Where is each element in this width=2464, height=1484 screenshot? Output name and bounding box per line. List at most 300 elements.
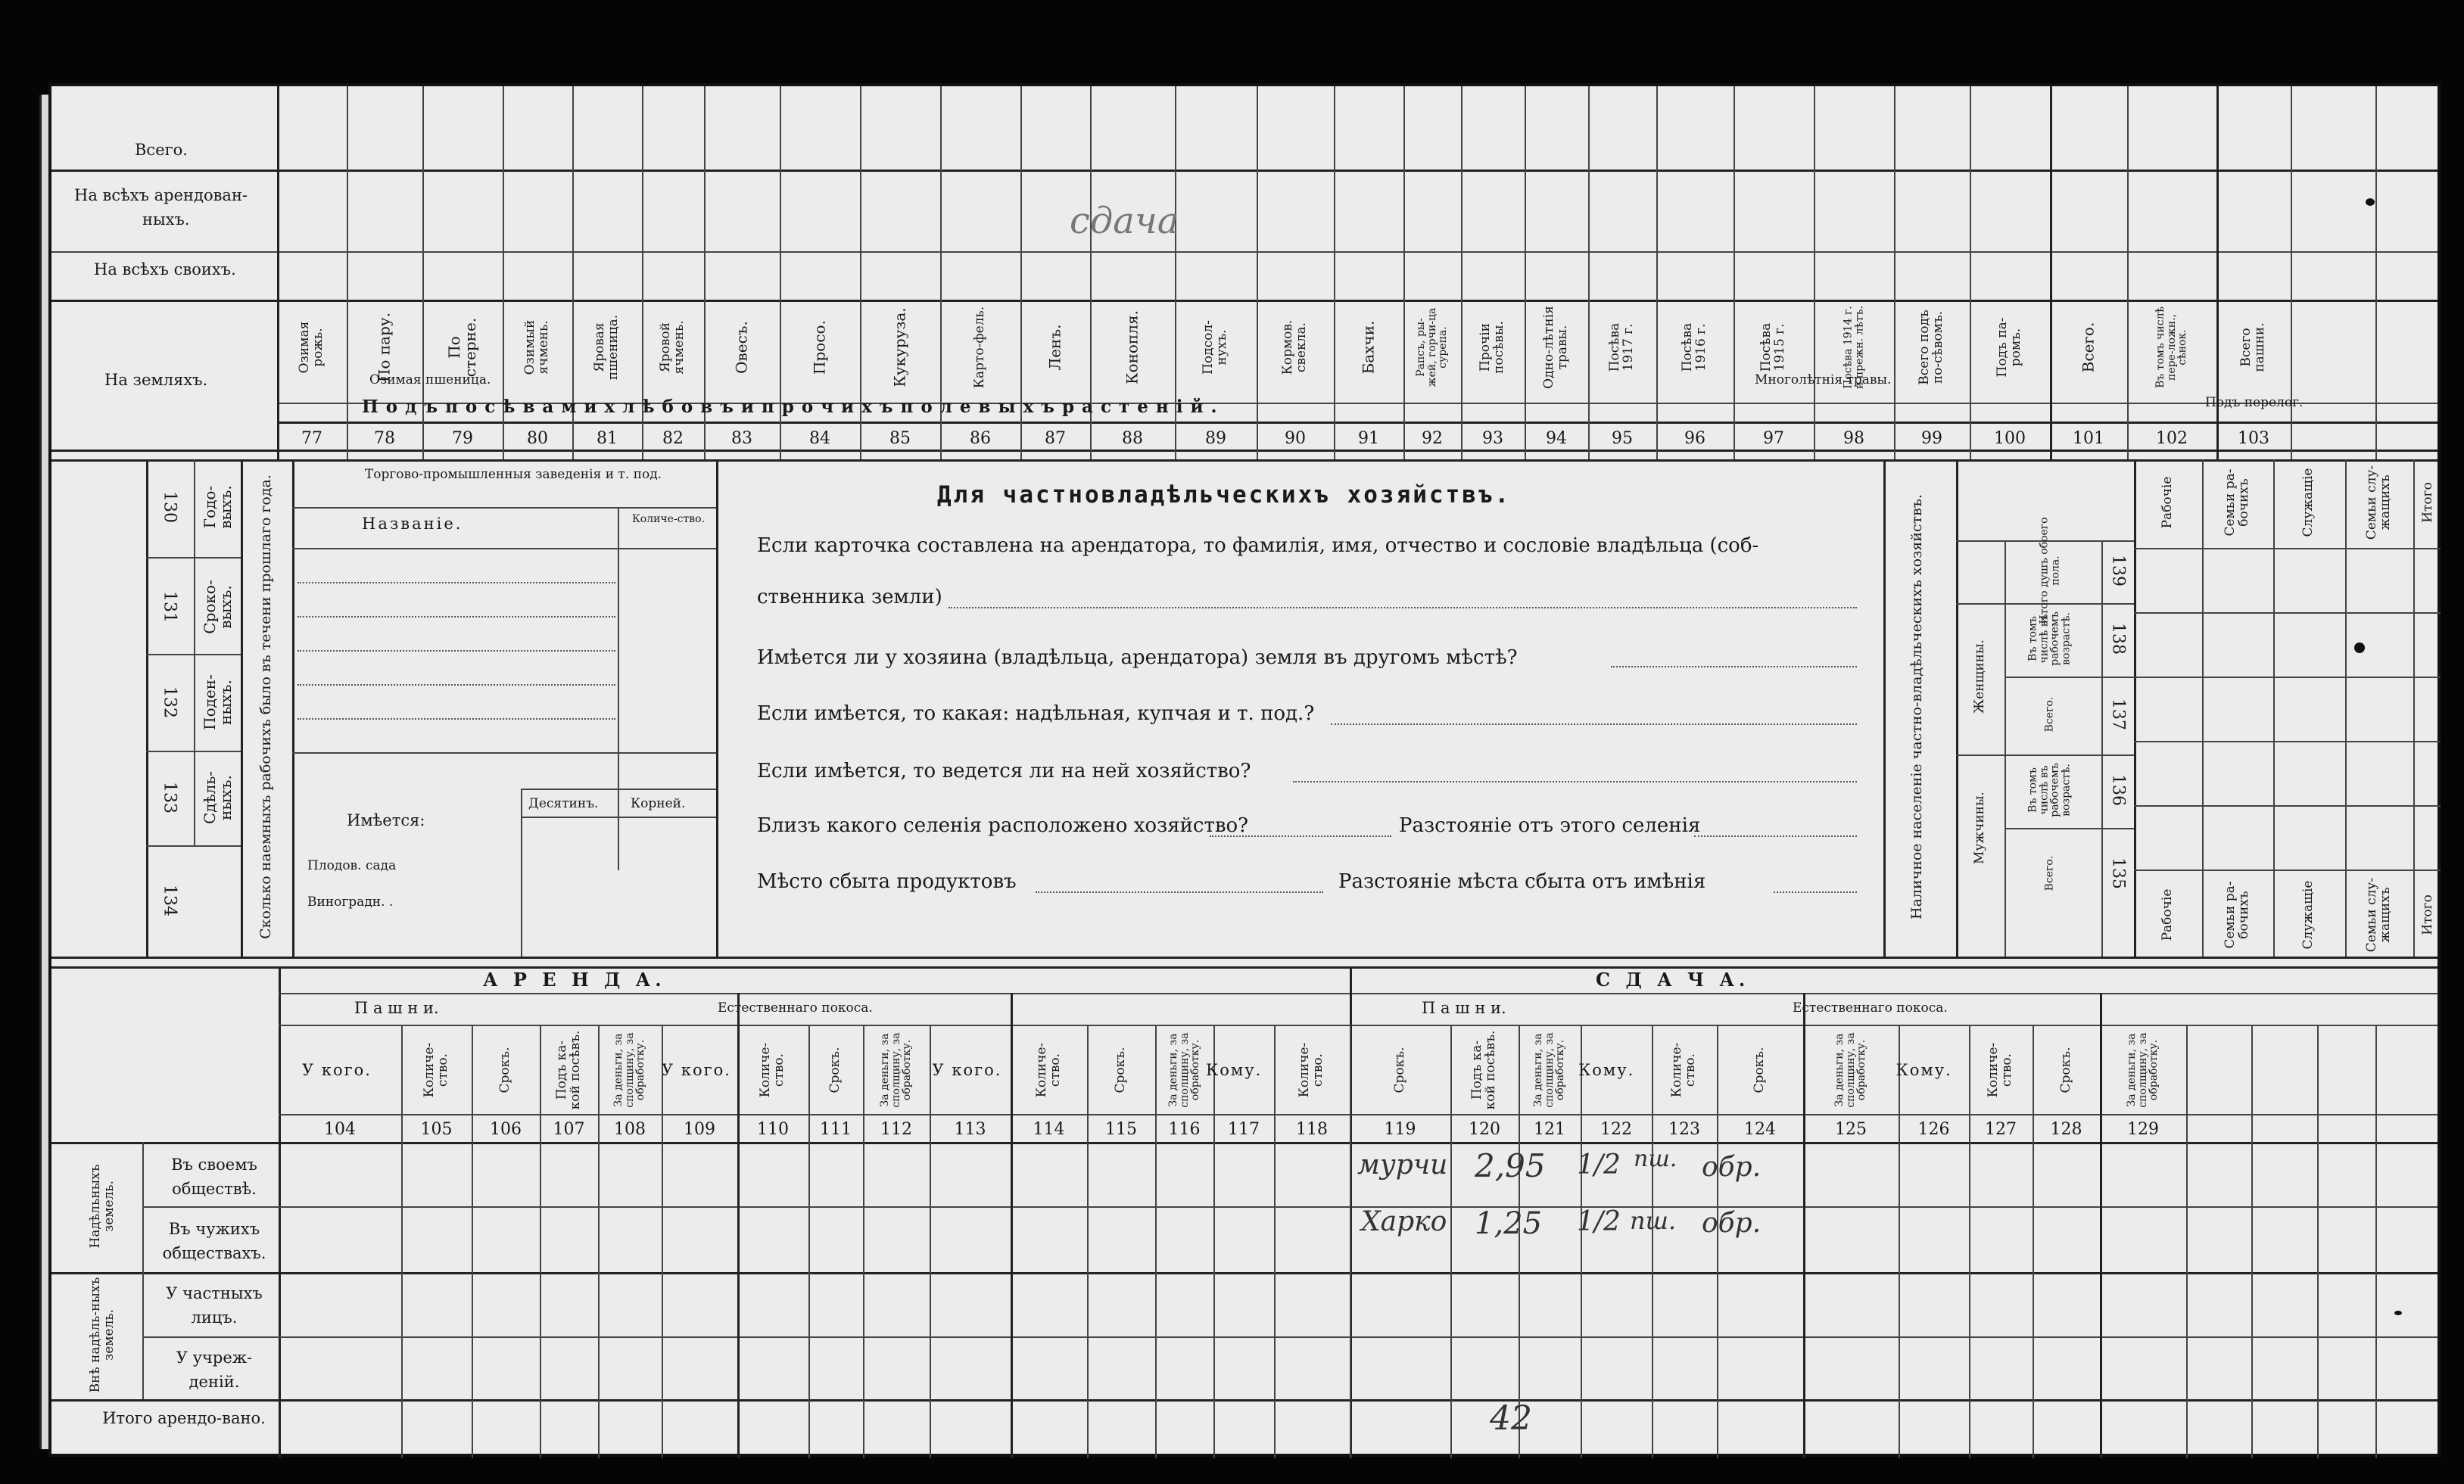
rule — [146, 654, 241, 655]
sdacha-pokos: Естественнаго покоса. — [1793, 1000, 1948, 1016]
rc-itogo-2: Итого — [2420, 894, 2436, 935]
rule — [2134, 548, 2441, 549]
rule — [1257, 86, 1258, 459]
bottom-num-110: 110 — [757, 1120, 789, 1139]
bottom-num-106: 106 — [490, 1120, 522, 1139]
hw-r2-kol: 1,25 — [1475, 1206, 1543, 1241]
crop-header-1: По пару. — [375, 312, 394, 383]
bottom-num-129: 129 — [2127, 1120, 2159, 1139]
rule — [142, 1142, 144, 1399]
rule — [2251, 1025, 2253, 1458]
trade-sad: Плодов. сада — [307, 858, 397, 873]
rule — [1969, 1025, 1970, 1458]
col-num-86: 86 — [970, 429, 991, 448]
rc-itogo: Итого — [2420, 482, 2436, 523]
crop-header-13: Кормов. свекла. — [1280, 319, 1309, 375]
bottom-num-117: 117 — [1228, 1120, 1260, 1139]
bottom-num-114: 114 — [1033, 1120, 1065, 1139]
rule — [51, 966, 2438, 969]
bottom-num-120: 120 — [1469, 1120, 1500, 1139]
col-num-84: 84 — [809, 429, 830, 448]
bottom-num-119: 119 — [1384, 1120, 1416, 1139]
rule — [662, 1025, 663, 1458]
rule — [347, 86, 348, 459]
crop-header-9: Карто-фель. — [972, 306, 988, 389]
rule — [1894, 86, 1896, 459]
bottom-num-124: 124 — [1744, 1120, 1776, 1139]
dotted-line — [1611, 666, 1857, 667]
bottom-header-111: Срокъ. — [827, 1047, 843, 1094]
rule — [2375, 86, 2377, 459]
women-v-tom: Въ томъ числѣ въ рабочемъ возрастѣ. — [2026, 611, 2073, 666]
bottom-header-115: Срокъ. — [1113, 1047, 1129, 1094]
hw-r1-srok: 1/2 — [1577, 1150, 1621, 1181]
rule — [1519, 1025, 1520, 1458]
rule — [1334, 86, 1335, 459]
bottom-header-106: Срокъ. — [497, 1047, 513, 1094]
rule — [194, 459, 195, 845]
bottom-header-109: У кого. — [662, 1061, 731, 1079]
rule — [1734, 86, 1735, 459]
population-label: Наличное населеніе частно-владѣльческихъ хозяйствъ. — [1908, 494, 1926, 919]
bottom-num-116: 116 — [1168, 1120, 1201, 1139]
rule — [521, 817, 716, 818]
rule — [1155, 1025, 1157, 1458]
rule — [1011, 993, 1013, 1458]
rule — [1087, 1025, 1089, 1458]
hw-r1-za: обр. — [1702, 1152, 1762, 1183]
crop-header-15: Рапсъ, ры-жей, горчи-ца сурепа. — [1414, 307, 1450, 387]
row-arendovannykh-2: ныхъ. — [142, 210, 190, 229]
vne-nadel-label: Внѣ надѣль-ныхъ земель. — [88, 1277, 117, 1393]
dotted-line — [949, 607, 1857, 608]
rule — [716, 459, 718, 957]
bottom-num-128: 128 — [2050, 1120, 2082, 1139]
col-num-101: 101 — [2073, 429, 2104, 448]
rule — [1213, 1025, 1215, 1458]
dotted-line — [1293, 781, 1857, 782]
crop-header-12: Подсол-нухъ. — [1201, 320, 1229, 375]
crop-header-16: Прочіи посѣвы. — [1478, 321, 1506, 374]
bottom-num-127: 127 — [1985, 1120, 2017, 1139]
crop-header-21: Посѣва 1914 г. и прежн. лѣтъ. — [1842, 306, 1865, 389]
rule — [2005, 677, 2134, 678]
rule — [2134, 870, 2441, 871]
dotted-line — [1694, 835, 1857, 837]
q1b: ственника земли) — [757, 586, 942, 608]
label-podennykh: Поден-ныхъ. — [201, 674, 235, 730]
dotted-line — [297, 650, 615, 652]
col-num-87: 87 — [1045, 429, 1066, 448]
rule — [51, 1142, 2438, 1144]
rule — [292, 507, 716, 509]
num-130: 130 — [160, 491, 179, 523]
rc-sluzhashchie: Служащіе — [2300, 468, 2316, 537]
rule — [1274, 1025, 1276, 1458]
crop-header-6: Овесъ. — [732, 321, 751, 374]
crop-header-25: Въ томъ числѣ пере-ложн., сѣнок. — [2154, 306, 2189, 388]
rule — [2134, 677, 2441, 678]
rule — [598, 1025, 600, 1458]
col-num-88: 88 — [1122, 429, 1143, 448]
bottom-header-107: Подъ ка-кой посѣвъ. — [553, 1030, 583, 1110]
rc-semi-sluzhashchikh: Семьи слу-жащихъ — [2364, 465, 2393, 540]
rule — [863, 1025, 864, 1458]
q1a: Если карточка составлена на арендатора, то фамилія, имя, отчество и сословіе владѣльца (соб- — [757, 534, 1759, 557]
bottom-header-126: Кому. — [1896, 1061, 1952, 1079]
label-sdelnykh: Сдѣль-ныхъ. — [201, 770, 235, 825]
ink-mark — [2394, 1311, 2402, 1315]
col-num-99: 99 — [1921, 429, 1942, 448]
rule — [146, 557, 241, 558]
rc-semi-rabochikh-2: Семьи ра-бочихъ — [2223, 881, 2251, 949]
rule — [2317, 1025, 2319, 1458]
dotted-line — [297, 582, 615, 583]
col-num-85: 85 — [889, 429, 911, 448]
rule — [1883, 459, 1886, 957]
arenda-pashni: П а ш н и. — [354, 999, 439, 1017]
label-srokovykh: Сроко-выхъ. — [201, 580, 235, 634]
num-137: 137 — [2108, 698, 2128, 730]
rule — [1588, 86, 1590, 459]
trade-has: Имѣется: — [347, 811, 425, 829]
arenda-header: А Р Е Н Д А. — [483, 969, 666, 991]
nadel-label: Надѣльныхъ земель. — [88, 1164, 117, 1249]
col-num-97: 97 — [1763, 429, 1784, 448]
row-chastnykh: У частныхъ лицъ. — [166, 1284, 263, 1327]
rule — [1652, 1025, 1653, 1458]
rule — [51, 300, 2438, 302]
rule — [2005, 828, 2134, 829]
rule — [142, 1336, 2438, 1338]
num-136: 136 — [2108, 774, 2128, 806]
bottom-num-121: 121 — [1534, 1120, 1565, 1139]
col-num-89: 89 — [1205, 429, 1226, 448]
rule — [146, 459, 148, 957]
trade-vinograd: Виноградн. . — [307, 894, 394, 910]
crop-header-14: Бахчи. — [1359, 320, 1378, 375]
pod-perelog: Подъ перелог. — [2205, 395, 2304, 410]
bottom-header-123: Количе-ство. — [1669, 1042, 1698, 1098]
col-num-98: 98 — [1843, 429, 1864, 448]
rule — [2134, 612, 2441, 614]
bottom-num-118: 118 — [1296, 1120, 1328, 1139]
bottom-num-125: 125 — [1835, 1120, 1867, 1139]
crop-header-24: Всего. — [2079, 322, 2098, 373]
rule — [2345, 459, 2347, 957]
crop-header-0: Озимая рожь. — [297, 321, 326, 374]
sdacha-header: С Д А Ч А. — [1596, 969, 1750, 991]
rule — [51, 957, 2438, 959]
bottom-header-124: Срокъ. — [1752, 1047, 1768, 1094]
rule — [279, 1114, 2438, 1115]
rule — [146, 845, 241, 847]
row-svoikh: На всѣхъ своихъ. — [94, 260, 236, 278]
hw-sdacha: сдача — [1070, 200, 1179, 242]
population-women: Женщины. — [1972, 639, 1988, 714]
hw-r2-pos: пш. — [1630, 1206, 1677, 1235]
bottom-num-123: 123 — [1668, 1120, 1700, 1139]
rule — [1899, 1025, 1900, 1458]
row-chuzhikh: Въ чужихъ обществахъ. — [162, 1220, 266, 1262]
rule — [1461, 86, 1463, 459]
rule — [1525, 86, 1526, 459]
row-vsego: Всего. — [135, 141, 188, 159]
rc-semi-rabochikh: Семьи ра-бочихъ — [2223, 468, 2251, 537]
rule — [51, 459, 2438, 462]
rule — [241, 459, 243, 957]
dotted-line — [1036, 891, 1323, 893]
rule — [618, 507, 619, 870]
rule — [292, 548, 716, 549]
col-num-78: 78 — [374, 429, 395, 448]
rule — [1350, 1025, 1351, 1458]
row-na-zemlyakh: На земляхъ. — [104, 371, 208, 389]
crop-header-18: Посѣва 1917 г. — [1607, 322, 1636, 372]
q2: Имѣется ли у хозяина (владѣльца, арендатора) земля въ другомъ мѣстѣ? — [757, 646, 1518, 669]
hw-r1-kol: 2,95 — [1475, 1147, 1546, 1184]
rule — [540, 1025, 541, 1458]
rule — [2273, 459, 2275, 957]
q5: Близъ какого селенія расположено хозяйство? — [757, 814, 1249, 837]
crop-header-20: Посѣва 1915 г. — [1758, 322, 1787, 372]
col-num-77: 77 — [301, 429, 322, 448]
num-139: 139 — [2108, 555, 2128, 586]
rule — [2186, 1025, 2188, 1458]
col-num-83: 83 — [731, 429, 752, 448]
dotted-line — [1210, 835, 1391, 837]
crop-header-11: Конопля. — [1123, 310, 1142, 384]
men-v-tom: Въ томъ числѣ въ рабочемъ возрастѣ. — [2026, 763, 2073, 817]
col-num-91: 91 — [1358, 429, 1379, 448]
crop-header-23: Подъ па-ромъ. — [1995, 317, 2023, 378]
trade-title: Торгово-промышленныя заведенія и т. под. — [364, 467, 662, 482]
bottom-header-112: За деньги, за сполщину, за обработку. — [878, 1032, 914, 1108]
col-num-96: 96 — [1684, 429, 1705, 448]
col-num-100: 100 — [1994, 429, 2026, 448]
col-num-93: 93 — [1482, 429, 1503, 448]
bottom-num-105: 105 — [420, 1120, 453, 1139]
workers-label: Сколько наемныхъ рабочихъ было въ течени прошлаго года. — [257, 474, 275, 939]
crop-header-17: Одно-лѣтнія травы. — [1541, 306, 1570, 389]
sdacha-pashni: П а ш н и. — [1422, 999, 1506, 1017]
rule — [1403, 86, 1405, 459]
bottom-header-105: Количе-ство. — [421, 1042, 450, 1098]
trade-qty-header: Количе-ство. — [631, 513, 706, 525]
bottom-num-104: 104 — [324, 1120, 356, 1139]
col-num-94: 94 — [1546, 429, 1567, 448]
rule — [1581, 1025, 1582, 1458]
crop-header-2: По стерне. — [445, 317, 479, 378]
col-num-92: 92 — [1422, 429, 1443, 448]
bottom-header-128: Срокъ. — [2057, 1047, 2073, 1094]
rule — [737, 993, 740, 1458]
hw-r2-za: обр. — [1702, 1208, 1762, 1239]
bottom-header-114: Количе-ство. — [1033, 1042, 1063, 1098]
q6: Мѣсто сбыта продуктовъ — [757, 870, 1017, 893]
rule — [1970, 86, 1971, 459]
num-132: 132 — [160, 686, 179, 718]
rule — [2413, 459, 2415, 957]
rule — [2050, 86, 2052, 459]
crop-header-3: Озимый ячмень. — [522, 319, 551, 375]
num-135: 135 — [2108, 857, 2128, 889]
rule — [279, 422, 2438, 424]
hw-r1-komu: мурчи — [1357, 1150, 1448, 1181]
bottom-num-115: 115 — [1105, 1120, 1137, 1139]
rule — [2134, 805, 2441, 807]
rule — [2100, 993, 2102, 1458]
census-card — [48, 83, 2441, 1457]
rule — [1814, 86, 1815, 459]
q3: Если имѣется, то какая: надѣльная, купчая и т. под.? — [757, 702, 1315, 725]
crop-header-4: Яровая пшеница. — [592, 314, 621, 381]
num-138: 138 — [2108, 623, 2128, 655]
crop-header-22: Всего подъ по-сѣвомъ. — [1917, 310, 1945, 385]
rule — [1656, 86, 1658, 459]
arenda-pokos: Естественнаго покоса. — [718, 1000, 873, 1016]
bottom-header-116: За деньги, за сполщину, за обработку. — [1167, 1032, 1201, 1108]
crop-header-7: Просо. — [810, 320, 829, 375]
hw-bottom-num: 42 — [1490, 1399, 1532, 1438]
ozimaya-pshenitsa: Озимая пшеница. — [369, 372, 491, 387]
bottom-num-112: 112 — [880, 1120, 912, 1139]
bottom-header-113: У кого. — [932, 1061, 1002, 1079]
bottom-header-119: Срокъ. — [1391, 1047, 1407, 1094]
row-itogo: Итого арендо-вано. — [102, 1409, 266, 1427]
rc-sluzhashchie-2: Служащіе — [2300, 880, 2316, 950]
dotted-line — [1774, 891, 1857, 893]
rule — [51, 450, 2438, 452]
rule — [51, 170, 2438, 172]
rule — [51, 1272, 2438, 1274]
row-svoem: Въ своемъ обществѣ. — [171, 1156, 257, 1198]
q5b: Разстояніе отъ этого селенія — [1399, 814, 1701, 837]
hw-r2-srok: 1/2 — [1577, 1206, 1621, 1237]
crop-header-5: Яровой ячмень. — [658, 320, 687, 375]
bottom-header-110: Количе-ство. — [758, 1042, 787, 1098]
num-133: 133 — [160, 782, 179, 814]
rule — [292, 752, 716, 754]
bottom-header-104: У кого. — [302, 1061, 372, 1079]
dotted-line — [1331, 723, 1857, 725]
rule — [279, 966, 281, 1458]
rule — [279, 1025, 2438, 1026]
hw-r1-pos: пш. — [1634, 1146, 1677, 1172]
men-vsego: Всего. — [2043, 855, 2056, 891]
bottom-num-122: 122 — [1600, 1120, 1632, 1139]
rule — [277, 86, 279, 459]
rule — [1717, 1025, 1718, 1458]
bottom-num-126: 126 — [1917, 1120, 1950, 1139]
bottom-num-108: 108 — [614, 1120, 646, 1139]
label-godovykh: Годо-выхъ. — [201, 485, 235, 529]
col-num-80: 80 — [527, 429, 548, 448]
row-uchrezhdeniy: У учреж-деній. — [176, 1349, 253, 1391]
mnogoletnie: Многолѣтнія травы. — [1755, 372, 1892, 387]
trade-desyatin: Десятинъ. — [528, 796, 599, 811]
col-num-95: 95 — [1612, 429, 1633, 448]
q4: Если имѣется, то ведется ли на ней хозяйство? — [757, 760, 1251, 782]
col-num-102: 102 — [2156, 429, 2188, 448]
bottom-num-111: 111 — [820, 1120, 852, 1139]
banner: П о д ъ п о с ѣ в а м и х л ѣ б о в ъ и п р о ч и х ъ п о л е в ы х ъ р а с т е н і й . — [362, 397, 1218, 417]
rule — [279, 993, 2438, 994]
bottom-header-121: За деньги, за сполщину, за обработку. — [1531, 1032, 1567, 1108]
trade-name-header: Названіе. — [362, 515, 463, 533]
rule — [51, 1399, 2438, 1402]
ink-mark — [2366, 198, 2375, 206]
rule — [2375, 1025, 2377, 1458]
crop-header-10: Ленъ. — [1045, 324, 1064, 371]
crop-header-19: Посѣва 1916 г. — [1680, 322, 1709, 372]
itogo-dush: Итого душъ обоего пола. — [2038, 517, 2061, 624]
rule — [51, 251, 2438, 253]
rule — [2127, 86, 2129, 459]
crop-header-26: Всего пашни. — [2238, 322, 2267, 372]
bottom-header-129: За деньги, за сполщину, за обработку. — [2125, 1032, 2160, 1108]
dotted-line — [297, 616, 615, 618]
rule — [292, 459, 294, 957]
bottom-header-127: Количе-ство. — [1986, 1042, 2014, 1098]
col-num-103: 103 — [2238, 429, 2269, 448]
rule — [1803, 993, 1805, 1458]
rule — [808, 1025, 810, 1458]
rc-rabochie: Рабочіе — [2160, 476, 2176, 529]
rule — [2202, 459, 2204, 957]
rule — [930, 1025, 931, 1458]
rule — [1450, 1025, 1452, 1458]
rule — [401, 1025, 403, 1458]
col-num-81: 81 — [597, 429, 618, 448]
bottom-num-113: 113 — [954, 1120, 986, 1139]
bottom-header-108: За деньги, за сполщину, за обработку. — [612, 1032, 647, 1108]
rule — [146, 751, 241, 752]
col-num-82: 82 — [662, 429, 684, 448]
rule — [2134, 741, 2441, 742]
rule — [472, 1025, 473, 1458]
population-men: Мужчины. — [1972, 792, 1988, 864]
rule — [1956, 459, 1958, 957]
q6b: Разстояніе мѣста сбыта отъ имѣнія — [1338, 870, 1706, 893]
col-num-79: 79 — [452, 429, 473, 448]
bottom-header-118: Количе-ство. — [1297, 1042, 1325, 1098]
row-arendovannykh: На всѣхъ арендован- — [74, 186, 248, 204]
bottom-header-125: За деньги, за сполщину, за обработку. — [1833, 1032, 1868, 1108]
col-num-90: 90 — [1285, 429, 1306, 448]
hw-r2-komu: Харко — [1361, 1206, 1447, 1237]
rule — [2134, 459, 2136, 957]
rule — [2033, 1025, 2034, 1458]
ink-mark — [2354, 642, 2365, 653]
dotted-line — [297, 718, 615, 720]
rule — [521, 789, 716, 790]
crop-header-8: Кукуруза. — [890, 307, 909, 387]
bottom-header-120: Подъ ка-кой посѣвъ. — [1469, 1030, 1498, 1110]
rc-semi-sluzhashchikh-2: Семьи слу-жащихъ — [2364, 877, 2393, 953]
bottom-header-117: Кому. — [1206, 1061, 1263, 1079]
bottom-num-109: 109 — [684, 1120, 715, 1139]
women-vsego: Всего. — [2043, 696, 2056, 733]
bottom-header-122: Кому. — [1578, 1061, 1635, 1079]
bottom-num-107: 107 — [553, 1120, 585, 1139]
rule — [521, 789, 522, 957]
num-131: 131 — [160, 591, 179, 623]
rule — [142, 1206, 2438, 1208]
trade-korney: Корней. — [631, 796, 686, 811]
dotted-line — [297, 684, 615, 686]
private-title: Для частновладѣльческихъ хозяйствъ. — [937, 481, 1512, 509]
